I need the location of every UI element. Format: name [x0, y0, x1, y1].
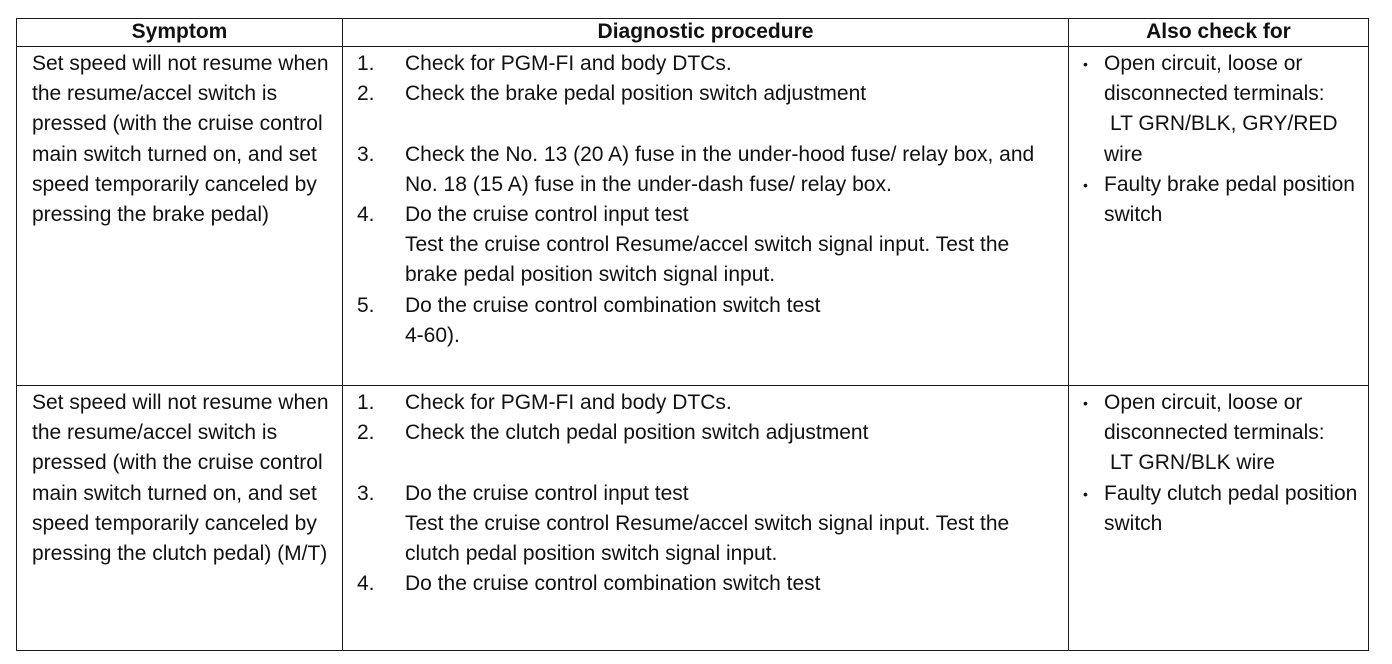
procedure-step: [357, 200, 1062, 291]
procedure-step: [357, 479, 1062, 570]
step-text: Do the cruise control combination switch test: [405, 572, 821, 596]
check-detail: LT GRN/BLK, GRY/RED wire: [1104, 112, 1338, 166]
step-text: [405, 79, 1062, 139]
procedure-step: [357, 49, 1062, 79]
symptom-cell: Set speed will not resume when the resume/accel switch is pressed (with the cruise control main switch turned on, and set speed temporarily canceled by pressing the brake pedal): [17, 47, 343, 386]
step-text: [405, 479, 1062, 570]
step-spacer: [405, 448, 1062, 478]
check-text: Faulty brake pedal position switch: [1104, 172, 1355, 227]
check-text: Faulty clutch pedal position switch: [1104, 481, 1358, 535]
step-text-main: Do the cruise control input test: [405, 203, 689, 226]
step-number: 5.: [357, 293, 375, 317]
check-item: [1083, 479, 1362, 539]
also-check-cell: [1069, 47, 1369, 386]
header-row: [17, 19, 1369, 47]
step-text-main: Check the brake pedal position switch adjustment: [405, 82, 867, 106]
step-number: 2.: [357, 421, 375, 445]
step-number: 1.: [357, 52, 375, 75]
step-detail: Test the cruise control Resume/accel switch signal input. Test the clutch pedal position switch signal input.: [405, 511, 1010, 565]
check-text-main: Open circuit, loose or disconnected terminals:: [1104, 391, 1325, 445]
step-spacer: [405, 109, 1062, 139]
step-number: 2.: [357, 82, 375, 106]
step-text: Check for PGM-FI and body DTCs.: [405, 391, 732, 414]
step-detail: Test the cruise control Resume/accel switch signal input. Test the brake pedal position switch signal input.: [405, 233, 1010, 287]
procedure-step: [357, 569, 1062, 599]
procedure-step: [357, 418, 1062, 478]
bullet-icon: •: [1083, 56, 1088, 72]
step-text: Check the No. 13 (20 A) fuse in the under-hood fuse/ relay box, and No. 18 (15 A) fuse in the under-dash fuse/ relay box.: [405, 142, 1035, 196]
procedure-step: [357, 140, 1062, 200]
check-list: [1083, 49, 1362, 230]
also-check-cell: [1069, 386, 1369, 651]
diagnostic-table: [16, 18, 1369, 651]
check-item: [1083, 388, 1362, 479]
step-text: [405, 291, 1062, 351]
check-item: [1083, 49, 1362, 170]
check-detail: LT GRN/BLK wire: [1110, 451, 1275, 475]
table-row: [17, 47, 1369, 386]
header-diagnostic-procedure: Diagnostic procedure: [343, 19, 1069, 47]
bullet-icon: •: [1083, 176, 1088, 193]
procedure-step: [357, 291, 1062, 351]
bullet-icon: •: [1083, 485, 1088, 502]
step-text-main: Do the cruise control input test: [405, 481, 689, 505]
header-also-check-for: Also check for: [1069, 19, 1369, 47]
step-text-main: Check the clutch pedal position switch adjustment: [405, 421, 869, 445]
header-symptom: Symptom: [17, 19, 343, 47]
step-detail: 4-60).: [405, 323, 460, 347]
step-number: 4.: [357, 572, 375, 596]
check-text: [1104, 388, 1362, 479]
procedure-cell: [343, 47, 1069, 386]
step-number: 3.: [357, 142, 375, 166]
procedure-step: [357, 388, 1062, 418]
step-number: 4.: [357, 203, 375, 226]
check-item: [1083, 170, 1362, 230]
check-list: [1083, 388, 1362, 539]
step-number: 1.: [357, 391, 375, 414]
step-number: 3.: [357, 481, 375, 505]
bullet-icon: •: [1083, 395, 1088, 411]
procedure-cell: [343, 386, 1069, 651]
step-text-main: Do the cruise control combination switch test: [405, 293, 821, 317]
check-text-main: Open circuit, loose or disconnected terminals:: [1104, 52, 1325, 106]
step-text: [405, 200, 1062, 291]
symptom-cell: Set speed will not resume when the resume/accel switch is pressed (with the cruise control main switch turned on, and set speed temporarily canceled by pressing the clutch pedal) (M/T): [17, 386, 343, 651]
check-text: [1104, 49, 1362, 170]
procedure-step: [357, 79, 1062, 139]
procedure-steps: [357, 388, 1062, 599]
procedure-steps: [357, 49, 1062, 351]
step-text: Check for PGM-FI and body DTCs.: [405, 52, 732, 75]
table-row: [17, 386, 1369, 651]
step-text: [405, 418, 1062, 478]
